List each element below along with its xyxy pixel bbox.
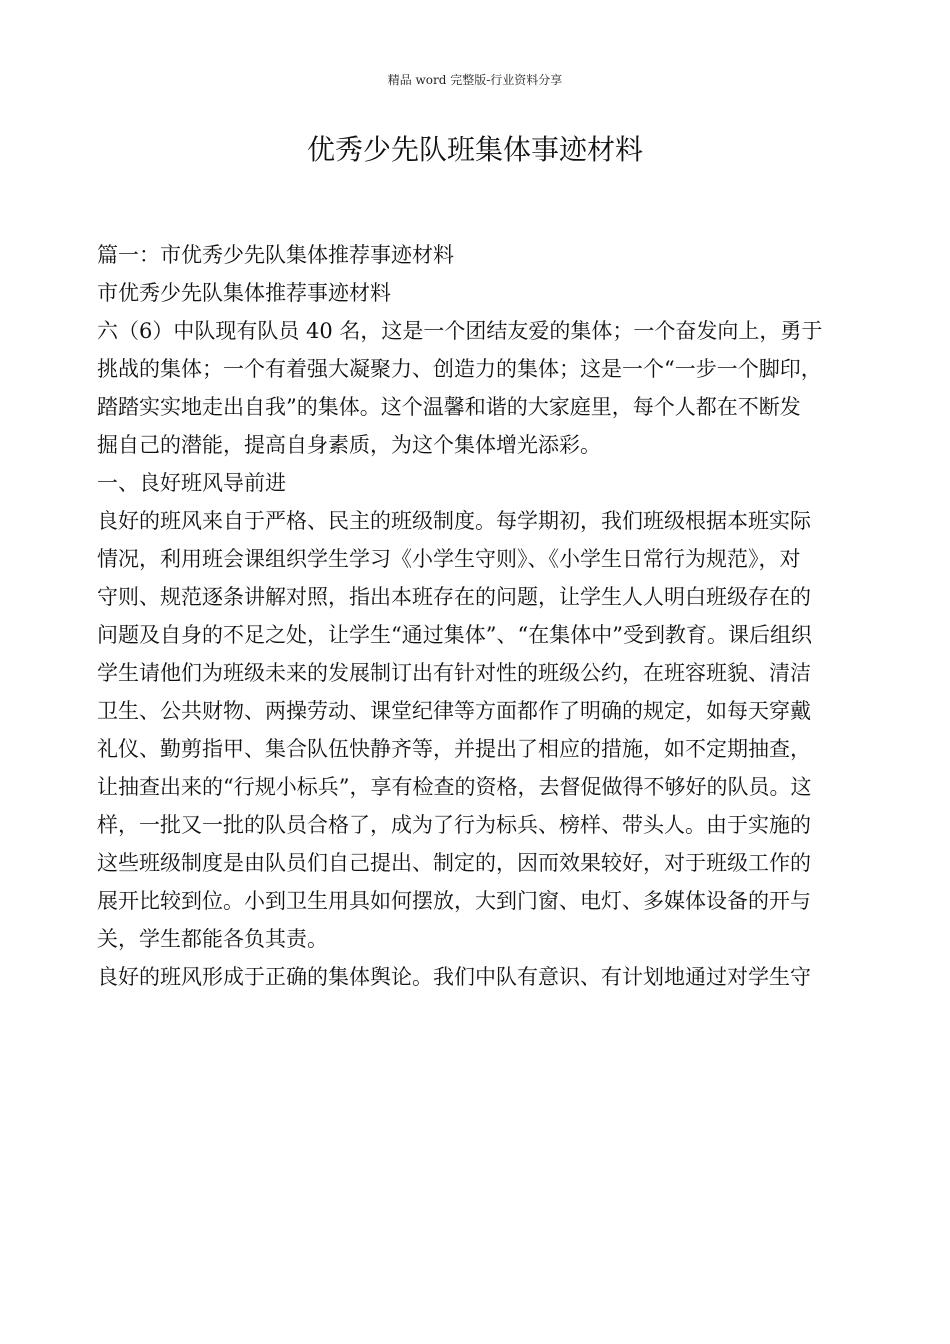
text-line: 问题及自身的不足之处，让学生“通过集体”、“在集体中”受到教育。课后组织 bbox=[97, 623, 812, 647]
text-line: 关，学生都能各负其责。 bbox=[97, 927, 328, 951]
text-line: 让抽查出来的“行规小标兵”，享有检查的资格，去督促做得不够好的队员。这 bbox=[97, 775, 812, 799]
text-line: 挑战的集体；一个有着强大凝聚力、创造力的集体；这是一个“一步一个脚印， bbox=[97, 357, 822, 381]
page-header: 精品 word 完整版-行业资料分享 bbox=[387, 73, 563, 87]
text-line: 展开比较到位。小到卫生用具如何摆放，大到门窗、电灯、多媒体设备的开与 bbox=[97, 889, 811, 913]
text-line: 学生请他们为班级未来的发展制订出有针对性的班级公约，在班容班貌、清洁 bbox=[97, 661, 811, 685]
paragraph-intro bbox=[97, 312, 855, 464]
paragraph-public-opinion bbox=[97, 958, 855, 996]
text-line: 样，一批又一批的队员合格了，成为了行为标兵、榜样、带头人。由于实施的 bbox=[97, 813, 811, 837]
text-line: 六（6）中队现有队员 40 名，这是一个团结友爱的集体；一个奋发向上，勇于 bbox=[97, 319, 823, 343]
text-line: 一、良好班风导前进 bbox=[97, 471, 286, 495]
text-line: 这些班级制度是由队员们自己提出、制定的，因而效果较好，对于班级工作的 bbox=[97, 851, 811, 875]
paragraph-class-rules bbox=[97, 502, 855, 958]
sub-heading: 市优秀少先队集体推荐事迹材料 bbox=[97, 281, 391, 305]
text-line: 良好的班风来自于严格、民主的班级制度。每学期初，我们班级根据本班实际 bbox=[97, 509, 811, 533]
text-line: 良好的班风形成于正确的集体舆论。我们中队有意识、有计划地通过对学生守 bbox=[97, 965, 811, 989]
document-body bbox=[97, 236, 855, 996]
section-heading: 篇一：市优秀少先队集体推荐事迹材料 bbox=[97, 243, 454, 267]
text-line: 礼仪、勤剪指甲、集合队伍快静齐等，并提出了相应的措施，如不定期抽查， bbox=[97, 737, 811, 761]
document-title: 优秀少先队班集体事迹材料 bbox=[306, 133, 643, 166]
text-line: 卫生、公共财物、两操劳动、课堂纪律等方面都作了明确的规定，如每天穿戴 bbox=[97, 699, 811, 723]
paragraph-heading-1 bbox=[97, 464, 855, 502]
text-line: 掘自己的潜能，提高自身素质，为这个集体增光添彩。 bbox=[97, 433, 601, 457]
text-line: 守则、规范逐条讲解对照，指出本班存在的问题，让学生人人明白班级存在的 bbox=[97, 585, 811, 609]
text-line: 情况，利用班会课组织学生学习《小学生守则》、《小学生日常行为规范》，对 bbox=[97, 547, 801, 571]
text-line: 踏踏实实地走出自我”的集体。这个温馨和谐的大家庭里，每个人都在不断发 bbox=[97, 395, 801, 419]
